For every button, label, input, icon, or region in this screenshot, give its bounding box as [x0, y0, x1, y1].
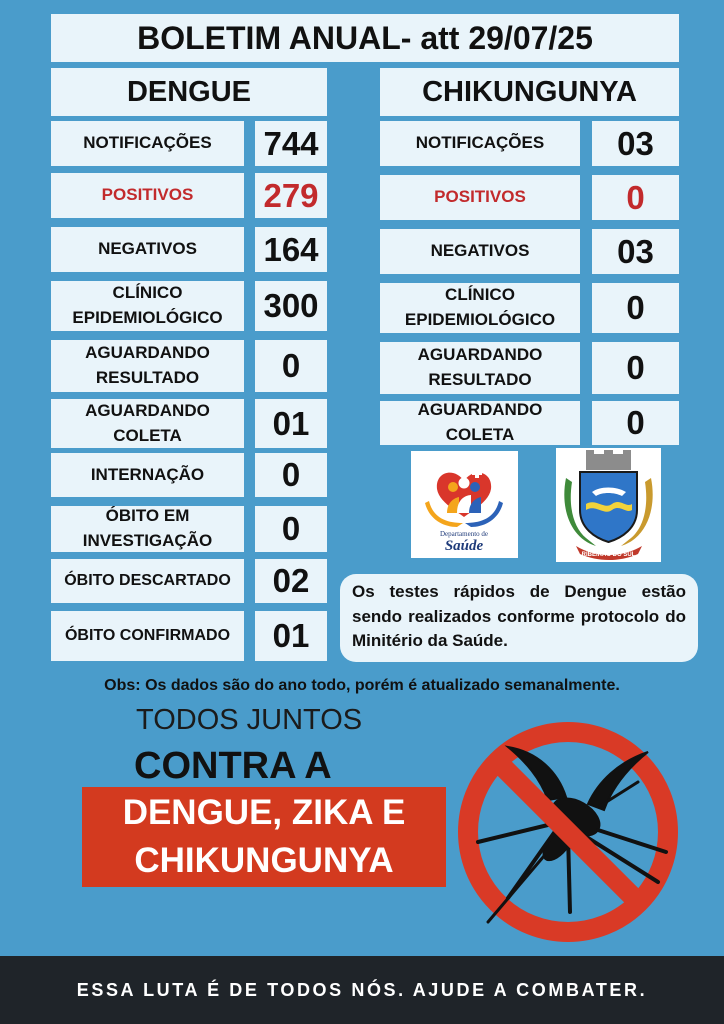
- campaign-line-contra: CONTRA A: [134, 745, 332, 787]
- footer-slogan: ESSA LUTA É DE TODOS NÓS. AJUDE A COMBATER.: [0, 956, 724, 1024]
- dengue-value-aguardando-resultado: 0: [255, 340, 327, 392]
- municipal-crest-icon: [556, 448, 661, 562]
- chik-value-positivos: 0: [592, 175, 679, 220]
- observation-text: Obs: Os dados são do ano todo, porém é atualizado semanalmente.: [104, 677, 620, 694]
- dengue-label-clinico: CLÍNICO EPIDEMIOLÓGICO: [51, 281, 244, 331]
- campaign-line-chikungunya: CHIKUNGUNYA: [134, 841, 394, 880]
- rapid-test-note: Os testes rápidos de Dengue estão sendo realizados conforme protocolo do Minitério da Saúde.: [340, 574, 698, 662]
- bulletin-title: BOLETIM ANUAL- att 29/07/25: [51, 14, 679, 62]
- chik-label-notificacoes: NOTIFICAÇÕES: [380, 121, 580, 166]
- chik-value-clinico: 0: [592, 283, 679, 333]
- chik-label-aguardando-coleta: AGUARDANDO COLETA: [380, 401, 580, 445]
- chik-value-aguardando-resultado: 0: [592, 342, 679, 394]
- dengue-value-internacao: 0: [255, 453, 327, 497]
- chikungunya-heading: CHIKUNGUNYA: [380, 68, 679, 116]
- svg-text:RIBEIRÃO DO SUL: RIBEIRÃO DO SUL: [581, 552, 636, 558]
- dengue-label-obito-confirmado: ÓBITO CONFIRMADO: [51, 611, 244, 661]
- dengue-label-aguardando-resultado: AGUARDANDO RESULTADO: [51, 340, 244, 392]
- dengue-value-clinico: 300: [255, 281, 327, 331]
- dengue-value-obito-descartado: 02: [255, 559, 327, 603]
- dengue-value-aguardando-coleta: 01: [255, 399, 327, 448]
- campaign-line-diseases: DENGUE, ZIKA E: [122, 793, 406, 832]
- campaign-banner: [82, 787, 446, 887]
- dengue-label-notificacoes: NOTIFICAÇÕES: [51, 121, 244, 166]
- dengue-value-obito-investigacao: 0: [255, 506, 327, 552]
- health-department-icon: [411, 451, 518, 558]
- chik-label-negativos: NEGATIVOS: [380, 229, 580, 274]
- dengue-label-aguardando-coleta: AGUARDANDO COLETA: [51, 399, 244, 448]
- dengue-value-positivos: 279: [255, 173, 327, 218]
- svg-text:Departamento de: Departamento de: [439, 530, 489, 538]
- dengue-label-obito-descartado: ÓBITO DESCARTADO: [51, 559, 244, 603]
- chik-value-negativos: 03: [592, 229, 679, 274]
- chik-label-positivos: POSITIVOS: [380, 175, 580, 220]
- dengue-value-obito-confirmado: 01: [255, 611, 327, 661]
- dengue-label-obito-investigacao: ÓBITO EM INVESTIGAÇÃO: [51, 506, 244, 552]
- no-mosquito-icon: [448, 712, 688, 952]
- chik-label-clinico: CLÍNICO EPIDEMIOLÓGICO: [380, 283, 580, 333]
- municipal-crest-logo: [556, 448, 661, 562]
- dengue-value-notificacoes: 744: [255, 121, 327, 166]
- svg-text:Saúde: Saúde: [444, 538, 484, 554]
- chik-label-aguardando-resultado: AGUARDANDO RESULTADO: [380, 342, 580, 394]
- dengue-label-negativos: NEGATIVOS: [51, 227, 244, 272]
- campaign-line-todos-juntos: TODOS JUNTOS: [136, 704, 363, 736]
- dengue-label-internacao: INTERNAÇÃO: [51, 453, 244, 497]
- dengue-label-positivos: POSITIVOS: [51, 173, 244, 218]
- health-department-logo: [411, 451, 518, 558]
- dengue-value-negativos: 164: [255, 227, 327, 272]
- dengue-heading: DENGUE: [51, 68, 327, 116]
- chik-value-aguardando-coleta: 0: [592, 401, 679, 445]
- chik-value-notificacoes: 03: [592, 121, 679, 166]
